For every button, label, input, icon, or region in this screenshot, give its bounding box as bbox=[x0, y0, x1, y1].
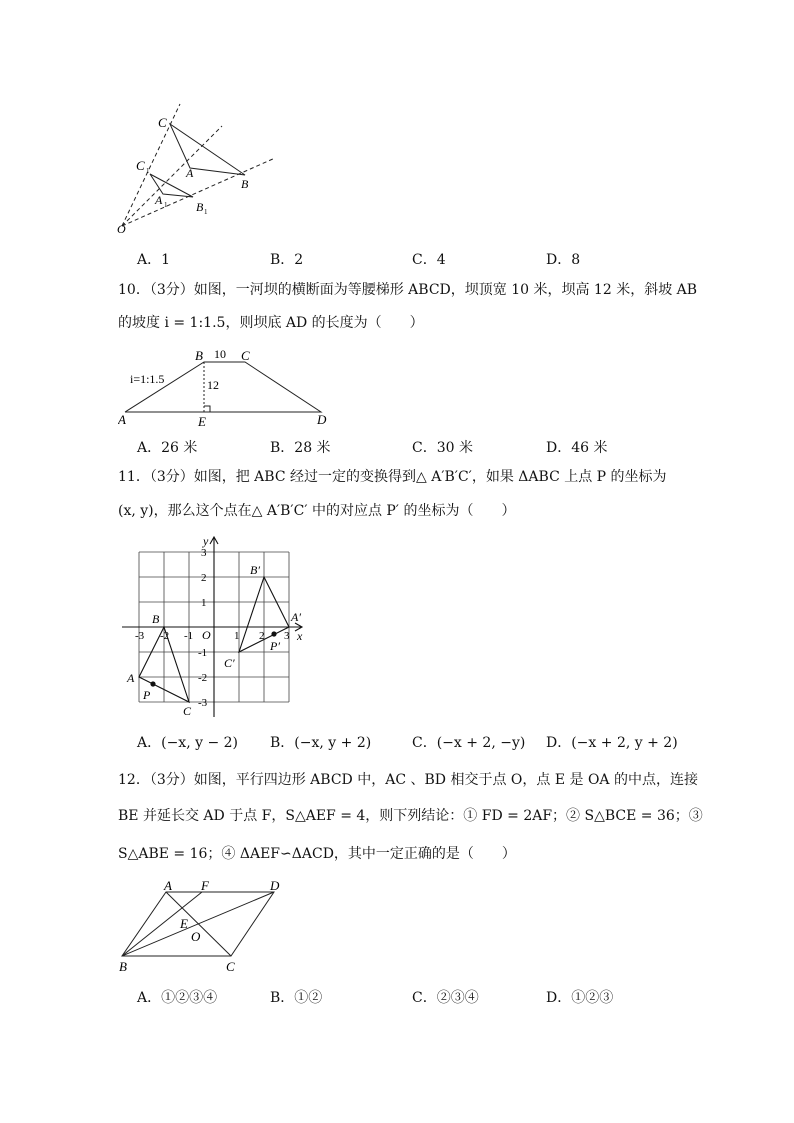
q10-label-height: 12 bbox=[207, 378, 219, 392]
q12-label-A: A bbox=[164, 879, 172, 893]
q12-option-b[interactable]: B．①② bbox=[270, 990, 323, 1006]
q12-stem-line2: BE 并延长交 AD 于点 F，S△AEF = 4，则下列结论：① FD = 2AF；② S△BCE = 36；③ bbox=[118, 808, 703, 824]
q11-label-A: A bbox=[127, 671, 135, 685]
q12-option-a[interactable]: A．①②③④ bbox=[137, 990, 218, 1006]
q11-stem-line1: 11．（3分）如图，把 ABC 经过一定的变换得到△ A′B′C′，如果 ΔABC 上点 P 的坐标为 bbox=[118, 469, 667, 485]
q9-label-A1: A bbox=[155, 193, 163, 207]
q11-tick-ym2: -2 bbox=[198, 672, 208, 684]
q10-option-a[interactable]: A．26 米 bbox=[137, 440, 198, 456]
q10-stem-line2: 的坡度 i = 1:1.5，则坝底 AD 的长度为（ ） bbox=[118, 315, 424, 331]
q11-tick-xm3: -3 bbox=[135, 630, 145, 642]
q12-stem-line1: 12．（3分）如图，平行四边形 ABCD 中，AC 、BD 相交于点 O，点 E 是 OA 的中点，连接 bbox=[118, 772, 698, 788]
q9-option-d[interactable]: D．8 bbox=[546, 252, 581, 268]
q9-option-a[interactable]: A．1 bbox=[137, 252, 171, 268]
q11-tick-y3: 3 bbox=[201, 547, 207, 559]
q11-tick-x2: 2 bbox=[259, 630, 265, 642]
q10-option-b[interactable]: B．28 米 bbox=[270, 440, 331, 456]
q11-label-Bp: B′ bbox=[250, 563, 260, 577]
q9-option-b[interactable]: B．2 bbox=[270, 252, 304, 268]
q11-label-O: O bbox=[202, 628, 211, 642]
q12-label-B: B bbox=[119, 959, 127, 974]
q11-option-d[interactable]: D．(−x + 2, y + 2) bbox=[546, 735, 678, 751]
q11-tick-xm1: -1 bbox=[184, 630, 194, 642]
q10-label-slope: i=1:1.5 bbox=[130, 372, 165, 386]
q10-label-B: B bbox=[195, 348, 203, 363]
q12-option-c[interactable]: C．②③④ bbox=[412, 990, 479, 1006]
q9-label-A: A bbox=[186, 166, 194, 180]
q11-label-Pp: P′ bbox=[270, 639, 280, 653]
q9-label-B1-sub: 1 bbox=[204, 208, 208, 216]
q12-label-F: F bbox=[201, 879, 209, 893]
q11-figure bbox=[118, 532, 318, 722]
q11-tick-ym3: -3 bbox=[198, 697, 208, 709]
q10-stem-line1: 10．（3分）如图，一河坝的横断面为等腰梯形 ABCD，坝顶宽 10 米，坝高 12 米，斜坡 AB bbox=[118, 282, 698, 298]
q11-tick-y2: 2 bbox=[201, 572, 207, 584]
q11-tick-ym1: -1 bbox=[198, 647, 208, 659]
q12-label-O: O bbox=[191, 929, 201, 944]
q9-label-B1: B bbox=[196, 200, 204, 214]
q11-label-Cp: C′ bbox=[224, 656, 235, 670]
q11-label-y: y bbox=[203, 534, 209, 548]
q12-label-C: C bbox=[226, 959, 235, 974]
q10-label-E: E bbox=[198, 414, 206, 429]
q11-option-a[interactable]: A．(−x, y − 2) bbox=[137, 735, 239, 751]
q11-option-c[interactable]: C．(−x + 2, −y) bbox=[412, 735, 526, 751]
q10-option-d[interactable]: D．46 米 bbox=[546, 440, 608, 456]
q10-label-top: 10 bbox=[214, 347, 226, 361]
q12-stem-line3: S△ABE = 16；④ ΔAEF∽ΔACD，其中一定正确的是（ ） bbox=[118, 846, 516, 862]
q12-label-E: E bbox=[180, 916, 188, 931]
q10-label-C: C bbox=[241, 348, 250, 363]
q12-label-D: D bbox=[270, 879, 280, 893]
q10-label-D: D bbox=[317, 412, 327, 427]
q12-option-d[interactable]: D．①②③ bbox=[546, 990, 614, 1006]
q10-option-c[interactable]: C．30 米 bbox=[412, 440, 473, 456]
q11-tick-x1: 1 bbox=[234, 630, 240, 642]
q9-label-C1-sub: 1 bbox=[146, 167, 150, 175]
q11-label-x: x bbox=[297, 629, 303, 643]
q11-tick-y1: 1 bbox=[201, 597, 207, 609]
q10-figure bbox=[118, 344, 338, 430]
q9-label-B: B bbox=[241, 177, 249, 191]
q12-figure bbox=[114, 879, 294, 977]
q11-label-C: C bbox=[183, 704, 192, 718]
q9-option-c[interactable]: C．4 bbox=[412, 252, 446, 268]
q9-label-O: O bbox=[117, 222, 126, 236]
q11-option-b[interactable]: B．(−x, y + 2) bbox=[270, 735, 372, 751]
q11-stem-line2: (x, y)，那么这个点在△ A′B′C′ 中的对应点 P′ 的坐标为（ ） bbox=[118, 503, 516, 519]
q9-label-C1: C bbox=[136, 158, 145, 173]
q9-label-C: C bbox=[158, 115, 167, 130]
q11-label-B: B bbox=[152, 612, 160, 626]
q11-tick-xm2: -2 bbox=[160, 630, 170, 642]
q9-label-A1-sub: 1 bbox=[164, 201, 168, 209]
q9-figure bbox=[110, 98, 290, 238]
q11-label-P: P bbox=[143, 688, 151, 702]
q11-tick-x3: 3 bbox=[284, 630, 290, 642]
q10-label-A: A bbox=[118, 412, 126, 427]
q11-label-Ap: A′ bbox=[291, 610, 301, 624]
